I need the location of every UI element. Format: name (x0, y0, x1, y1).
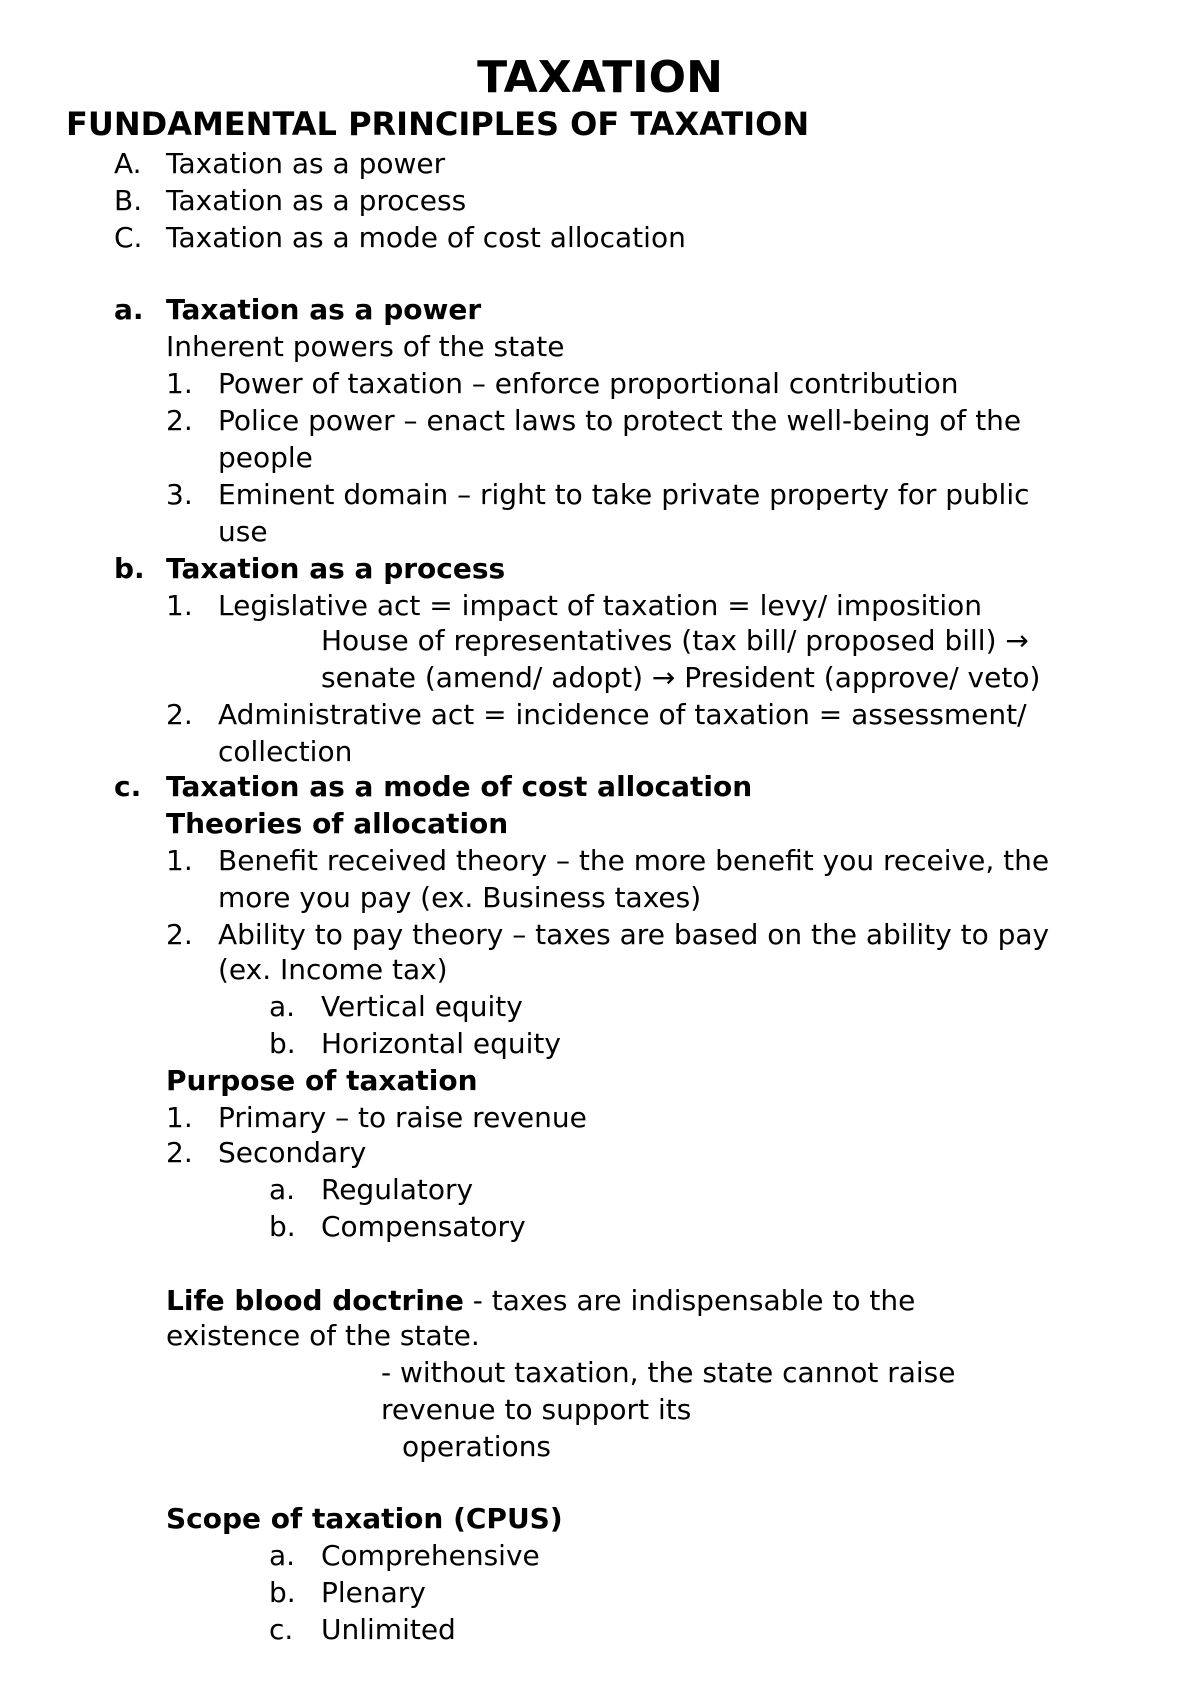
list-marker: a. (269, 1539, 296, 1572)
outline-marker: B. (114, 184, 143, 217)
list-marker: 3. (166, 478, 193, 511)
list-item: Unlimited (321, 1613, 456, 1646)
section-marker: a. (114, 293, 144, 326)
list-marker: 1. (166, 1101, 193, 1134)
list-item: Primary – to raise revenue (218, 1101, 587, 1134)
outline-marker: C. (114, 221, 143, 254)
lifeblood-definition-extra: operations (402, 1430, 552, 1463)
lifeblood-definition-extra: - without taxation, the state cannot raise (381, 1356, 956, 1389)
list-marker: 1. (166, 367, 193, 400)
outline-marker: A. (114, 147, 142, 180)
list-item: Regulatory (321, 1173, 474, 1206)
outline-item: Taxation as a power (166, 147, 446, 180)
subsection-heading: Theories of allocation (166, 807, 509, 840)
subsection-heading: Purpose of taxation (166, 1064, 478, 1097)
lifeblood-definition-continued: existence of the state. (166, 1319, 480, 1352)
list-item: Police power – enact laws to protect the well-being of the (218, 404, 1022, 437)
list-item: Compensatory (321, 1210, 526, 1243)
lifeblood-term: Life blood doctrine (166, 1284, 464, 1317)
section-intro: Inherent powers of the state (166, 330, 565, 363)
list-marker: c. (269, 1613, 294, 1646)
list-item: Benefit received theory – the more benefit you receive, the (218, 844, 1050, 877)
list-item-continued: use (218, 515, 268, 548)
section-heading: Taxation as a mode of cost allocation (166, 770, 753, 803)
lifeblood-definition: - taxes are indispensable to the (463, 1284, 916, 1317)
list-item: Ability to pay theory – taxes are based on the ability to pay (218, 918, 1050, 951)
list-marker: a. (269, 1173, 296, 1206)
legislative-flow-line: senate (amend/ adopt) → President (approve/ veto) (321, 661, 1041, 694)
list-item-continued: (ex. Income tax) (218, 953, 448, 986)
subsection-heading: Scope of taxation (CPUS) (166, 1502, 563, 1535)
list-marker: 2. (166, 918, 193, 951)
list-marker: 1. (166, 589, 193, 622)
list-item: Secondary (218, 1136, 367, 1169)
list-item: Legislative act = impact of taxation = levy/ imposition (218, 589, 983, 622)
list-item-continued: people (218, 441, 313, 474)
section-heading: Taxation as a process (166, 552, 506, 585)
list-marker: b. (269, 1576, 296, 1609)
document-title: TAXATION (477, 52, 723, 103)
lifeblood-definition-extra: revenue to support its (381, 1393, 692, 1426)
list-item: Eminent domain – right to take private property for public (218, 478, 1030, 511)
list-item: Administrative act = incidence of taxation = assessment/ (218, 698, 1027, 731)
list-marker: 1. (166, 844, 193, 877)
legislative-flow-line: House of representatives (tax bill/ proposed bill) → (321, 624, 1029, 657)
section-heading: Taxation as a power (166, 293, 482, 326)
list-item-continued: collection (218, 735, 353, 768)
list-marker: b. (269, 1027, 296, 1060)
list-marker: 2. (166, 404, 193, 437)
list-marker: 2. (166, 698, 193, 731)
lifeblood-line (166, 1282, 915, 1319)
list-item: Vertical equity (321, 990, 523, 1023)
list-item: Plenary (321, 1576, 426, 1609)
outline-item: Taxation as a process (166, 184, 467, 217)
list-marker: b. (269, 1210, 296, 1243)
outline-item: Taxation as a mode of cost allocation (166, 221, 686, 254)
list-marker: 2. (166, 1136, 193, 1169)
list-item-continued: more you pay (ex. Business taxes) (218, 881, 702, 914)
main-heading: FUNDAMENTAL PRINCIPLES OF TAXATION (66, 105, 810, 143)
list-marker: a. (269, 990, 296, 1023)
section-marker: c. (114, 770, 142, 803)
section-marker: b. (114, 552, 145, 585)
list-item: Horizontal equity (321, 1027, 561, 1060)
list-item: Comprehensive (321, 1539, 540, 1572)
list-item: Power of taxation – enforce proportional contribution (218, 367, 959, 400)
